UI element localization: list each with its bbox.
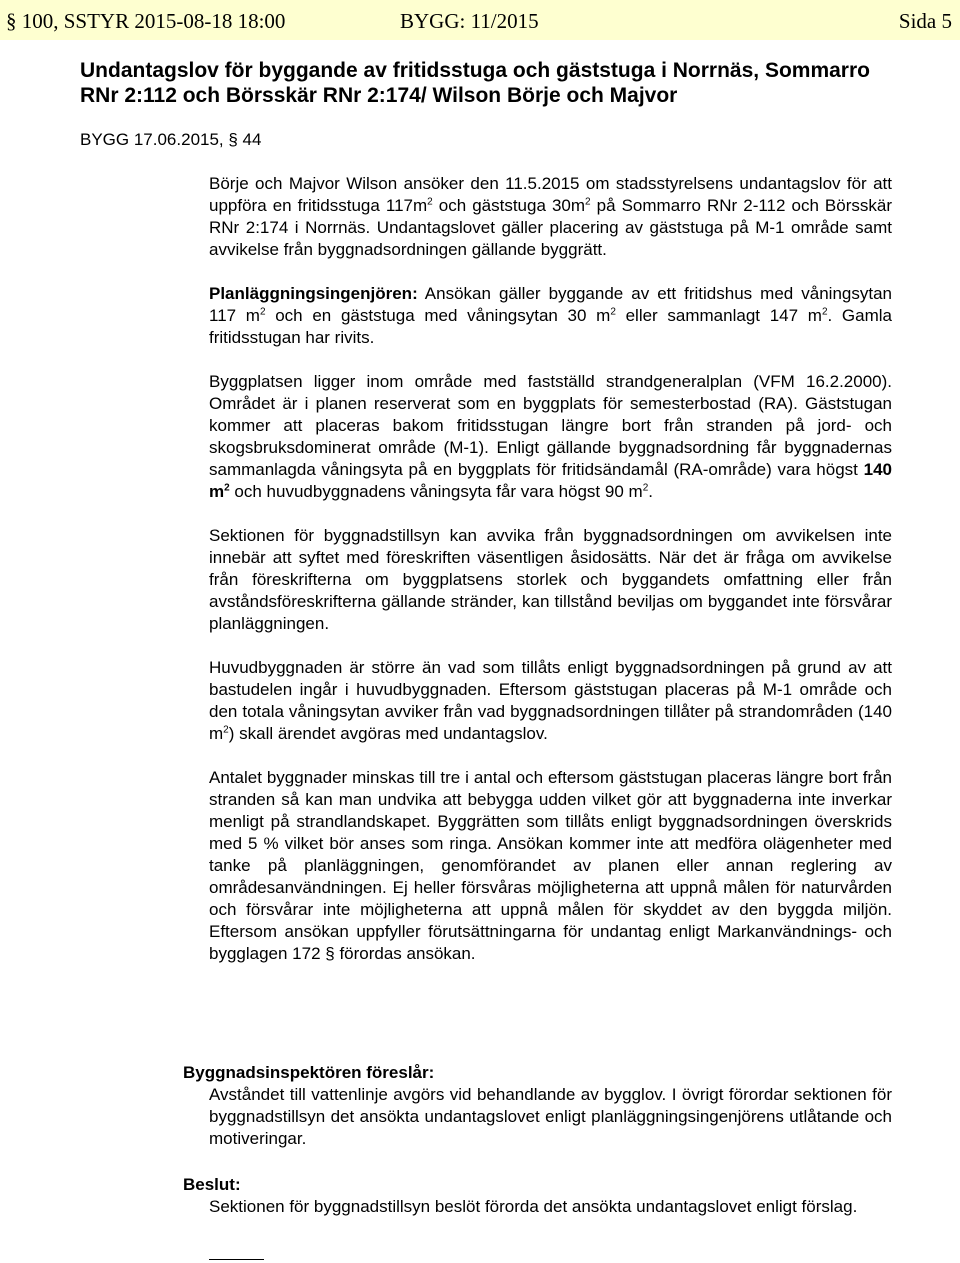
planning-engineer-label: Planläggningsingenjören: [209, 284, 418, 303]
case-reference: BYGG 17.06.2015, § 44 [80, 130, 262, 149]
paragraph-main-building: Huvudbyggnaden är större än vad som tillåts enligt byggnadsordningen på grund av att bastudelen ingår i huvudbyggnaden. Eftersom gäststugan placeras på M-1 område och den totala våningsytan avviker från vad byggnadsordningen tillåter på strandområden (140 $m^2$) skall ärendet avgöras med undantagslov. [209, 658, 892, 743]
paragraph-section-authority: Sektionen för byggnadstillsyn kan avvika från byggnadsordningen om avvikelsen inte innebär att syftet med föreskriften väsentligen åsidosätts. När det är fråga om avvikelse från föreskrifterna om byggplatsens storlek och byggandets omfattning eller från avståndsföreskrifterna gällande stränder, kan tillstånd beviljas om byggandet inte försvårar planläggningen. [209, 526, 892, 633]
decision-text: Sektionen för byggnadstillsyn beslöt förorda det ansökta undantagslovet enligt förslag. [209, 1197, 858, 1216]
header-meeting-ref: § 100, SSTYR 2015-08-18 18:00 [6, 9, 286, 33]
header-page-number: Sida 5 [898, 9, 952, 33]
document-body [209, 173, 892, 965]
end-rule [209, 1259, 264, 1260]
paragraph-assessment: Antalet byggnader minskas till tre i antal och eftersom gäststugan placeras längre bort från stranden så kan man undvika att bebygga udden vilket gör att byggnaderna inte inverkar menligt på strandlandskapet. Byggrätten som tillåts enligt byggnadsordningen överskrids med 5 % vilket bör anses som ringa. Ansökan kommer inte att medföra olägenheter med tanke på planläggningen, genomförandet av planen eller annan reglering av områdesanvändningen. Ej heller försvåras möjligheterna att uppnå målen för naturvården och försvårar inte möjligheterna att uppnå målen för skyddet av den byggda miljön. Eftersom ansökan uppfyller förutsättningarna för undantag enligt Markanvändnings- och bygglagen 172 § förordas ansökan. [209, 768, 892, 963]
header-case-number: BYGG: 11/2015 [400, 9, 539, 33]
paragraph-planning-engineer: Planläggningsingenjören: Ansökan gäller byggande av ett fritidshus med våningsytan 117 $m^2$ och en gäststuga med våningsytan 30 $m^2$ eller sammanlagt 147 $m^2$. Gamla fritidsstugan har rivits. [209, 284, 892, 347]
page-header [0, 0, 960, 40]
paragraph-application: Börje och Majvor Wilson ansöker den 11.5.2015 om stadsstyrelsens undantagslov för att uppföra en fritidsstuga $117m^2$ och gäststuga $30m^2$ på Sommarro RNr 2-112 och Börsskär RNr 2:174 i Norrnäs. Undantagslovet gäller placering av gäststuga på M-1 område samt avvikelse från byggnadsordningen gällande byggrätt. [209, 174, 893, 259]
proposal-text: Avståndet till vattenlinje avgörs vid behandlande av bygglov. I övrigt förordar sektionen för byggnadstillsyn det ansökta undantagslovet enligt planläggningsingenjörens utlåtande och motiveringar. [209, 1085, 892, 1148]
document-title: Undantagslov för byggande av fritidsstuga och gäststuga i Norrnäs, Sommarro RNr 2:112 och Börsskär RNr 2:174/ Wilson Börje och Majvor [80, 59, 870, 107]
proposal-section [183, 1062, 892, 1150]
decision-heading: Beslut: [183, 1175, 241, 1194]
proposal-heading: Byggnadsinspektören föreslår: [183, 1063, 435, 1082]
paragraph-site: Byggplatsen ligger inom område med fastställd strandgeneralplan (VFM 16.2.2000). Området är i planen reserverat som en byggplats för semesterbostad (RA). Gäststugan kommer att placeras bakom fritidsstugan längre bort från stranden på jord- och skogsbruksdominerat område (M-1). Enligt gällande byggnadsordning får byggnadernas sammanlagda våningsyta på en byggplats för fritidsändamål (RA-område) vara högst 140 $m^2$ och huvudbyggnadens våningsyta får vara högst 90 $m^2$. [209, 372, 892, 501]
decision-section [183, 1174, 892, 1218]
